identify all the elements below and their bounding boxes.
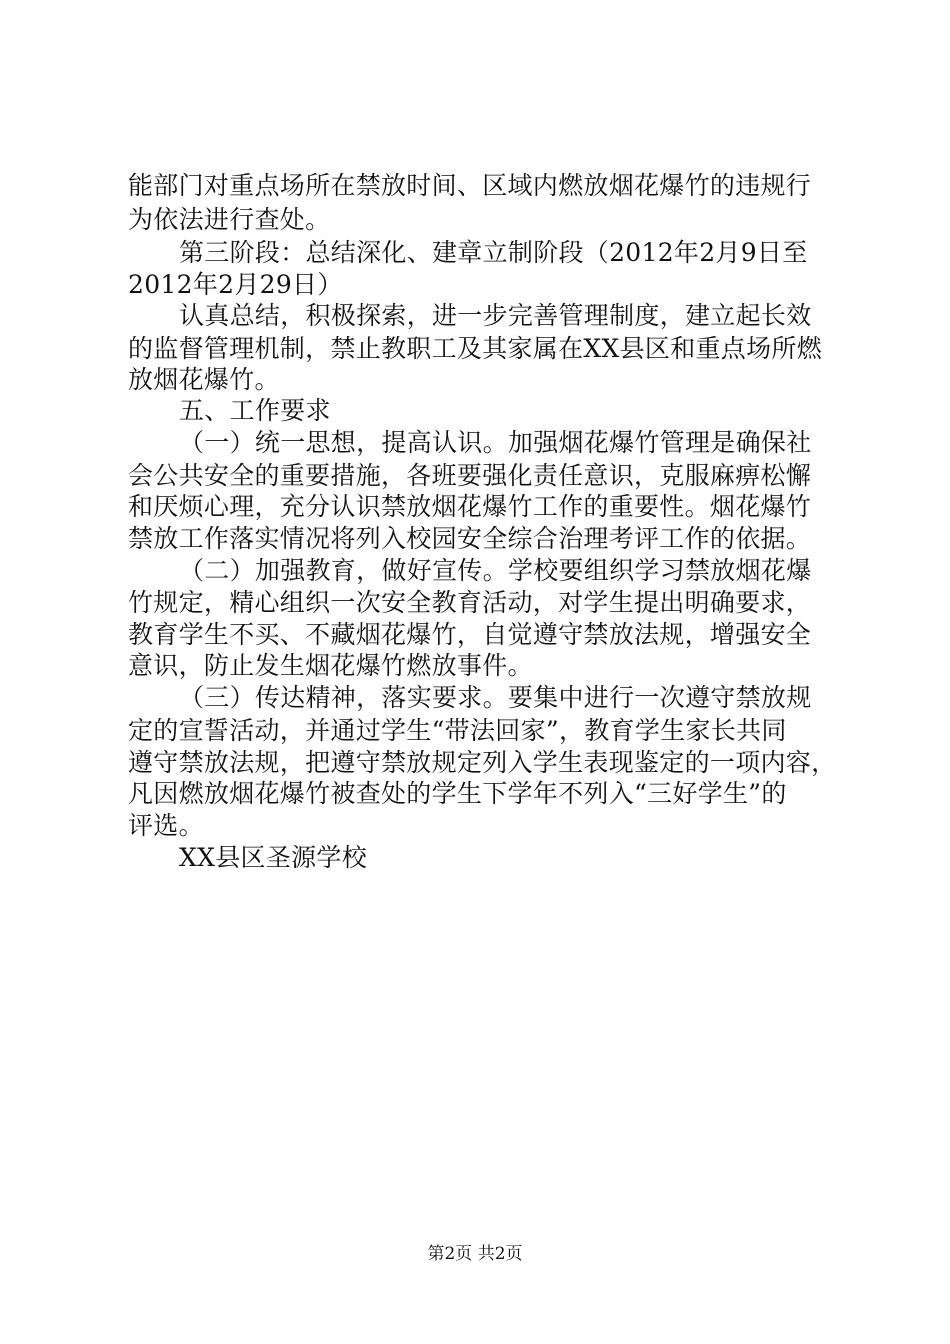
section-heading-work-requirements: 五、工作要求 [179,396,331,425]
signature-school-name: XX县区圣源学校 [179,843,367,872]
text-line: 禁放工作落实情况将列入校园安全综合治理考评工作的依据。 [128,524,812,553]
text-line: 的监督管理机制，禁止教职工及其家属在XX县区和重点场所燃 [128,334,822,363]
paragraph-start: 认真总结，积极探索，进一步完善管理制度，建立起长效 [179,301,812,330]
text-line: 遵守禁放法规，把遵守禁放规定列入学生表现鉴定的一项内容， [128,748,837,777]
text-line: 2012年2月29日） [128,270,343,299]
text-line: 定的宣誓活动，并通过学生“带法回家”，教育学生家长共同 [128,716,787,745]
text-line: 为依法进行查处。 [128,205,331,234]
text-line: 放烟花爆竹。 [128,365,280,394]
section-heading-phase-three: 第三阶段：总结深化、建章立制阶段（2012年2月9日至 [179,238,808,267]
text-line: 意识，防止发生烟花爆竹燃放事件。 [128,651,533,680]
paragraph-start: （二）加强教育，做好宣传。学校要组织学习禁放烟花爆 [179,556,812,585]
text-line: 评选。 [128,811,204,840]
text-line: 和厌烦心理，充分认识禁放烟花爆竹工作的重要性。烟花爆竹 [128,492,812,521]
text-line: 凡因燃放烟花爆竹被查处的学生下学年不列入“三好学生”的 [128,779,787,808]
paragraph-start: （一）统一思想，提高认识。加强烟花爆竹管理是确保社 [179,428,812,457]
text-line: 教育学生不买、不藏烟花爆竹，自觉遵守禁放法规，增强安全 [128,620,812,649]
text-line: 会公共安全的重要措施，各班要强化责任意识，克服麻痹松懈 [128,461,812,490]
text-line: 竹规定，精心组织一次安全教育活动，对学生提出明确要求， [128,588,812,617]
paragraph-start: （三）传达精神，落实要求。要集中进行一次遵守禁放规 [179,683,812,712]
text-line: 能部门对重点场所在禁放时间、区域内燃放烟花爆竹的违规行 [128,171,812,200]
page-number-footer: 第2页 共2页 [427,1244,523,1264]
